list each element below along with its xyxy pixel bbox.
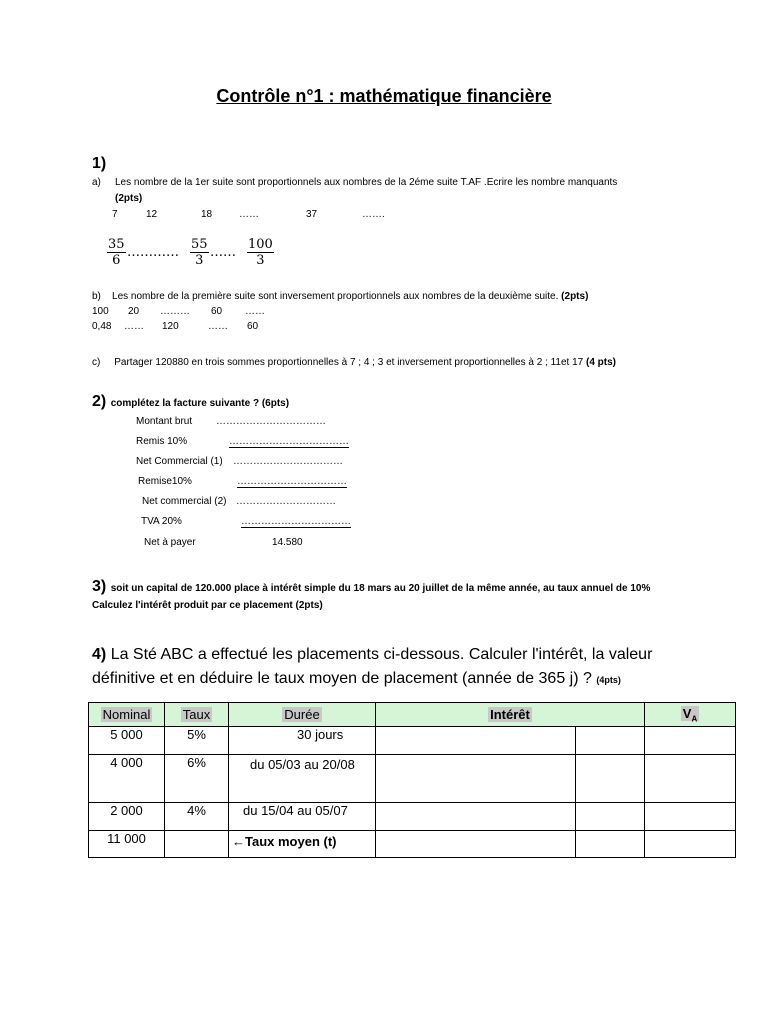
cell-va bbox=[645, 831, 736, 858]
q1c-line bbox=[92, 357, 616, 368]
question-3-text-2: Calculez l'intérêt produit par ce placement (2pts) bbox=[92, 600, 323, 611]
header-interet-label: Intérêt bbox=[490, 707, 530, 722]
q1b-row1-value-3: ……… bbox=[160, 306, 190, 317]
q1a-value-4: …… bbox=[239, 209, 259, 220]
fraction-numerator: 55 bbox=[191, 237, 208, 252]
q1c-label: c) bbox=[92, 357, 101, 368]
question-1-number: 1) bbox=[92, 155, 107, 172]
cell-interet-a bbox=[376, 831, 576, 858]
fraction-dots-1: ………… bbox=[127, 245, 179, 260]
q1b-row2-value-3: 120 bbox=[162, 321, 179, 332]
table-row bbox=[89, 803, 736, 831]
q1a-label: a) bbox=[92, 177, 101, 188]
q1b-label: b) bbox=[92, 291, 101, 302]
invoice-value-remise: …………………………… bbox=[237, 476, 347, 487]
header-taux-label: Taux bbox=[182, 707, 211, 722]
cell-va[interactable] bbox=[645, 755, 736, 803]
cell-interet-b[interactable] bbox=[576, 727, 645, 755]
q1b-text: Les nombre de la première suite sont inversement proportionnels aux nombres de la deuxième suite. bbox=[112, 291, 559, 302]
cell-duree: du 15/04 au 05/07 bbox=[229, 803, 376, 831]
cell-nominal: 5 000 bbox=[89, 727, 165, 755]
q1b-row1-value-2: 20 bbox=[128, 306, 140, 317]
cell-nominal: 11 000 bbox=[89, 831, 165, 858]
cell-va[interactable] bbox=[645, 803, 736, 831]
q1a-value-5: 37 bbox=[306, 209, 318, 220]
cell-interet-a[interactable] bbox=[376, 803, 576, 831]
cell-taux: 6% bbox=[165, 755, 229, 803]
invoice-value-net-to-pay: 14.580 bbox=[272, 537, 303, 548]
invoice-label-tva: TVA 20% bbox=[141, 516, 182, 527]
question-4-text: La Sté ABC a effectué les placements ci-dessous. Calculer l'intérêt, la valeur définitive et en déduire le taux moyen de placement (année de 365 j) ? bbox=[92, 646, 653, 687]
cell-interet-b[interactable] bbox=[576, 803, 645, 831]
invoice-label-net-commercial-2: Net commercial (2) bbox=[142, 496, 227, 507]
header-duree-label: Durée bbox=[284, 707, 320, 722]
page-title: Contrôle n°1 : mathématique financière bbox=[216, 86, 552, 106]
q1a-fraction-1 bbox=[107, 237, 126, 268]
table-row bbox=[89, 755, 736, 803]
question-4-number: 4) bbox=[92, 646, 107, 663]
q1b-points: (2pts) bbox=[561, 291, 589, 302]
invoice-label-remise: Remise10% bbox=[138, 476, 192, 487]
cell-duree: 30 jours bbox=[229, 727, 376, 755]
placements-table bbox=[88, 702, 736, 858]
cell-taux: 4% bbox=[165, 803, 229, 831]
header-nominal bbox=[89, 703, 165, 727]
q1a-value-6: ……. bbox=[362, 209, 385, 220]
invoice-label-net-to-pay: Net à payer bbox=[144, 537, 196, 548]
question-2-text: complétez la facture suivante ? (6pts) bbox=[110, 398, 290, 409]
header-nominal-label: Nominal bbox=[102, 707, 151, 722]
cell-nominal: 4 000 bbox=[89, 755, 165, 803]
header-va-label bbox=[681, 705, 699, 724]
table-row bbox=[89, 831, 736, 858]
fraction-numerator: 100 bbox=[248, 237, 273, 252]
fraction-denominator: 6 bbox=[112, 253, 121, 268]
cell-interet-b[interactable] bbox=[576, 755, 645, 803]
q1b-row1-value-5: …… bbox=[245, 306, 265, 317]
question-4 bbox=[92, 643, 692, 692]
q1b-row2-value-2: …… bbox=[124, 321, 144, 332]
cell-taux[interactable] bbox=[165, 831, 229, 858]
invoice-value-net-commercial-2: ………………………… bbox=[236, 496, 336, 507]
invoice-value-discount: ……………………………… bbox=[229, 436, 349, 447]
q1a-value-3: 18 bbox=[201, 209, 213, 220]
q1b-row2-value-1: 0,48 bbox=[92, 321, 112, 332]
question-4-points: (4pts) bbox=[596, 675, 621, 685]
q1b-line bbox=[92, 291, 588, 302]
q1b-row2-value-4: …… bbox=[208, 321, 228, 332]
cell-interet-a[interactable] bbox=[376, 755, 576, 803]
cell-interet-a[interactable] bbox=[376, 727, 576, 755]
fraction-denominator: 3 bbox=[195, 253, 204, 268]
table-header-row bbox=[89, 703, 736, 727]
q1a-value-1: 7 bbox=[112, 209, 118, 220]
q1c-text: Partager 120880 en trois sommes proportionnelles à 7 ; 4 ; 3 et inversement proportionnelles à 2 ; 11et 17 bbox=[114, 357, 584, 368]
table-row bbox=[89, 727, 736, 755]
invoice-value-net-commercial-1: …………………………… bbox=[233, 456, 343, 467]
fraction-denominator: 3 bbox=[256, 253, 265, 268]
cell-interet-b bbox=[576, 831, 645, 858]
q1a-fraction-2 bbox=[190, 237, 209, 268]
fraction-numerator: 35 bbox=[108, 237, 125, 252]
invoice-label-net-commercial-1: Net Commercial (1) bbox=[136, 456, 223, 467]
header-duree bbox=[229, 703, 376, 727]
invoice-label-gross: Montant brut bbox=[136, 416, 193, 427]
q1b-row1-value-1: 100 bbox=[92, 306, 109, 317]
q1b-row1-value-4: 60 bbox=[211, 306, 223, 317]
invoice-value-gross: …………………………… bbox=[216, 416, 326, 427]
question-3-text: soit un capital de 120.000 place à intérêt simple du 18 mars au 20 juillet de la même année, au taux annuel de 10% bbox=[110, 583, 651, 594]
header-interet bbox=[376, 703, 645, 727]
header-va bbox=[645, 703, 736, 727]
header-va-letter: V bbox=[682, 705, 692, 721]
invoice-label-discount: Remis 10% bbox=[136, 436, 188, 447]
header-va-subscript: A bbox=[691, 714, 698, 724]
q1a-fraction-3 bbox=[247, 237, 274, 268]
cell-duree: du 05/03 au 20/08 bbox=[229, 755, 376, 803]
q1a-value-2: 12 bbox=[146, 209, 158, 220]
invoice-value-tva: …………………………… bbox=[241, 516, 351, 527]
cell-va[interactable] bbox=[645, 727, 736, 755]
question-3-heading bbox=[92, 578, 650, 596]
q1c-points: (4 pts) bbox=[586, 357, 617, 368]
question-2-heading bbox=[92, 393, 289, 411]
cell-taux: 5% bbox=[165, 727, 229, 755]
q1b-row2-value-5: 60 bbox=[247, 321, 259, 332]
q1a-text: Les nombre de la 1er suite sont proportionnels aux nombres de la 2éme suite T.AF .Ecrire les nombre manquants bbox=[115, 177, 618, 188]
cell-duree-average-rate: ←Taux moyen (t) bbox=[229, 831, 376, 858]
cell-nominal: 2 000 bbox=[89, 803, 165, 831]
q1a-points: (2pts) bbox=[115, 193, 143, 204]
question-3-number: 3) bbox=[92, 578, 107, 595]
fraction-dots-2: …… bbox=[210, 245, 236, 260]
question-2-number: 2) bbox=[92, 393, 107, 410]
header-taux bbox=[165, 703, 229, 727]
